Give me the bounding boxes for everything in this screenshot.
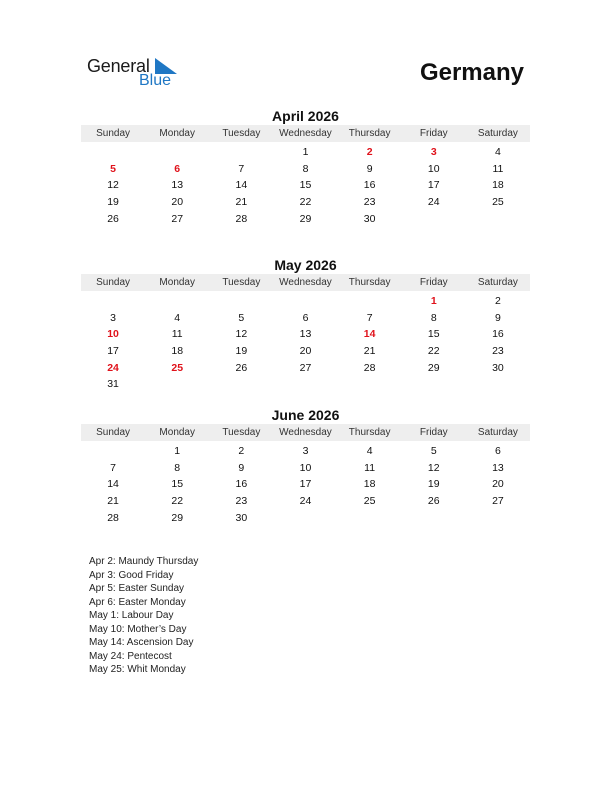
holiday-list [89, 555, 198, 677]
day-cell: 21 [107, 495, 119, 508]
day-cell: 12 [427, 461, 440, 474]
day-cell-empty [81, 144, 145, 161]
day-cell: 7 [238, 162, 245, 175]
weekday-wednesday: Wednesday [279, 427, 332, 438]
day-cell: 25 [492, 196, 504, 209]
day-cell: 17 [427, 179, 440, 192]
day-cell-empty [209, 293, 273, 310]
day-cell: 30 [363, 212, 376, 225]
day-cell: 1 [174, 445, 181, 457]
logo-blue-text: Blue [139, 72, 172, 89]
day-cell: 17 [299, 478, 312, 491]
day-cell: 5 [238, 311, 245, 324]
day-cell: 26 [427, 495, 440, 508]
day-cell: 21 [235, 196, 248, 209]
day-cell: 30 [235, 511, 248, 524]
month-june [81, 406, 530, 526]
day-cell: 21 [363, 345, 376, 358]
day-cell: 12 [107, 179, 119, 192]
weekday-friday: Friday [419, 427, 448, 438]
holiday-list-item: May 24: Pentecost [89, 650, 172, 662]
month-title: April 2026 [272, 108, 339, 124]
day-cell-empty [81, 293, 145, 310]
logo-general-text: General [87, 56, 150, 76]
day-cell: 23 [492, 345, 504, 358]
day-cell: 24 [427, 196, 440, 209]
month-april [81, 107, 530, 227]
day-cell: 2 [495, 295, 501, 307]
holiday-list-item: Apr 5: Easter Sunday [89, 583, 185, 594]
day-grid [81, 441, 530, 526]
month-title: May 2026 [274, 257, 337, 273]
day-cell: 18 [363, 478, 376, 491]
weekday-monday: Monday [159, 277, 195, 288]
day-grid [81, 142, 530, 227]
weekday-sunday: Sunday [96, 277, 131, 288]
weekday-header [81, 274, 530, 291]
day-cell-empty [338, 293, 402, 310]
weekday-saturday: Saturday [477, 128, 518, 139]
holiday-day-cell: 6 [174, 162, 181, 175]
day-cell: 1 [302, 146, 309, 158]
day-cell: 14 [235, 179, 248, 192]
day-cell: 28 [107, 511, 119, 524]
day-cell: 20 [492, 478, 504, 491]
weekday-monday: Monday [159, 128, 195, 139]
day-cell: 11 [364, 461, 376, 474]
day-cell: 10 [299, 461, 312, 474]
day-cell: 8 [430, 311, 437, 324]
day-cell: 27 [492, 495, 504, 508]
day-cell: 28 [235, 212, 248, 225]
day-cell: 16 [235, 478, 248, 491]
day-cell: 23 [235, 495, 248, 508]
day-cell: 2 [238, 445, 245, 457]
day-cell: 11 [171, 328, 183, 341]
holiday-day-cell: 10 [107, 328, 119, 341]
day-cell: 4 [495, 146, 501, 158]
day-cell: 20 [299, 345, 312, 358]
holiday-list-item: May 25: Whit Monday [89, 664, 186, 675]
day-cell: 27 [299, 361, 312, 374]
day-cell: 31 [107, 378, 119, 391]
day-cell: 5 [430, 445, 437, 457]
month-title: June 2026 [271, 407, 340, 423]
day-cell: 27 [171, 212, 184, 225]
day-cell: 9 [495, 311, 501, 324]
day-cell: 24 [299, 495, 312, 508]
day-cell: 13 [299, 328, 312, 341]
weekday-thursday: Thursday [348, 128, 391, 139]
holiday-list-item: May 10: Mother’s Day [89, 623, 187, 635]
day-cell: 7 [110, 461, 116, 474]
day-cell: 9 [238, 461, 245, 474]
day-grid [81, 291, 530, 393]
day-cell: 12 [235, 328, 248, 341]
weekday-tuesday: Tuesday [222, 277, 261, 288]
weekday-tuesday: Tuesday [222, 128, 261, 139]
weekday-sunday: Sunday [96, 427, 131, 438]
day-cell: 8 [302, 162, 309, 175]
weekday-thursday: Thursday [348, 427, 391, 438]
day-cell-empty [209, 144, 273, 161]
day-cell: 22 [171, 495, 184, 508]
holiday-day-cell: 14 [363, 328, 376, 341]
day-cell: 6 [495, 445, 501, 457]
day-cell: 11 [492, 162, 504, 175]
day-cell: 4 [174, 311, 181, 324]
day-cell: 10 [427, 162, 440, 175]
day-cell: 8 [174, 461, 181, 474]
day-cell: 19 [107, 196, 119, 209]
day-cell: 26 [107, 212, 119, 225]
holiday-day-cell: 25 [171, 361, 184, 374]
day-cell: 7 [366, 311, 373, 324]
holiday-day-cell: 5 [110, 162, 116, 175]
day-cell: 23 [363, 196, 376, 209]
month-may [81, 256, 530, 393]
day-cell: 29 [427, 361, 440, 374]
weekday-wednesday: Wednesday [279, 277, 332, 288]
day-cell: 28 [363, 361, 376, 374]
day-cell: 6 [302, 311, 309, 324]
day-cell: 29 [299, 212, 312, 225]
day-cell-empty [81, 443, 145, 460]
weekday-header [81, 125, 530, 142]
day-cell: 13 [171, 179, 184, 192]
day-cell: 3 [110, 311, 116, 324]
day-cell-empty [145, 144, 209, 161]
day-cell-empty [273, 293, 337, 310]
weekday-sunday: Sunday [96, 128, 131, 139]
holiday-list-item: May 14: Ascension Day [89, 637, 194, 648]
day-cell: 19 [235, 345, 248, 358]
weekday-header [81, 424, 530, 441]
day-cell: 3 [302, 445, 309, 457]
day-cell: 29 [171, 511, 184, 524]
day-cell: 15 [299, 179, 312, 192]
day-cell: 16 [492, 328, 504, 341]
day-cell-empty [145, 293, 209, 310]
weekday-friday: Friday [419, 277, 448, 288]
holiday-list-item: Apr 6: Easter Monday [89, 596, 186, 608]
weekday-saturday: Saturday [477, 277, 518, 288]
weekday-monday: Monday [159, 427, 195, 438]
day-cell: 20 [171, 196, 184, 209]
day-cell: 15 [171, 478, 184, 491]
day-cell: 13 [492, 461, 504, 474]
day-cell: 17 [107, 345, 119, 358]
day-cell: 14 [107, 478, 119, 491]
holiday-day-cell: 2 [366, 146, 373, 158]
holiday-list-item: Apr 2: Maundy Thursday [89, 556, 199, 567]
day-cell: 15 [427, 328, 440, 341]
day-cell: 18 [492, 179, 504, 192]
day-cell: 19 [427, 478, 440, 491]
weekday-saturday: Saturday [477, 427, 518, 438]
general-blue-logo [87, 56, 187, 92]
weekday-thursday: Thursday [348, 277, 391, 288]
holiday-day-cell: 1 [430, 295, 437, 307]
holiday-list-item: Apr 3: Good Friday [89, 569, 174, 581]
day-cell: 16 [363, 179, 376, 192]
holiday-day-cell: 24 [107, 361, 119, 374]
day-cell: 30 [492, 361, 504, 374]
day-cell: 25 [363, 495, 376, 508]
day-cell: 22 [299, 196, 312, 209]
day-cell: 9 [366, 162, 373, 175]
country-title: Germany [419, 59, 524, 86]
day-cell: 26 [235, 361, 248, 374]
weekday-friday: Friday [419, 128, 448, 139]
holiday-day-cell: 3 [430, 146, 437, 158]
weekday-tuesday: Tuesday [222, 427, 261, 438]
day-cell: 18 [171, 345, 184, 358]
holiday-list-item: May 1: Labour Day [89, 610, 174, 621]
day-cell: 22 [427, 345, 440, 358]
weekday-wednesday: Wednesday [279, 128, 332, 139]
day-cell: 4 [366, 445, 373, 457]
